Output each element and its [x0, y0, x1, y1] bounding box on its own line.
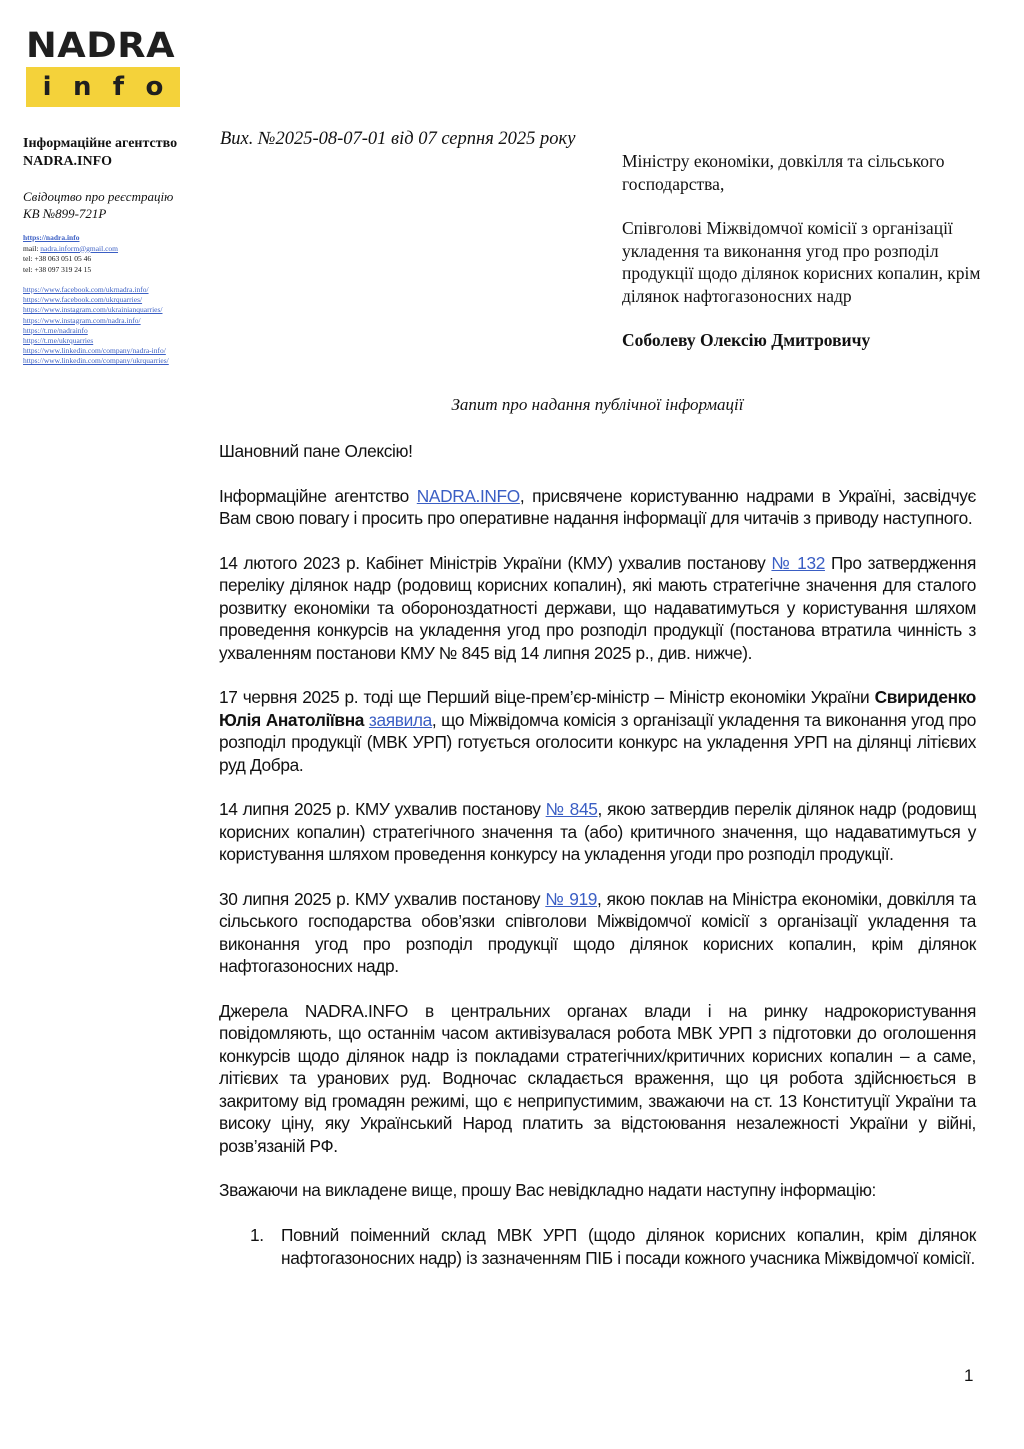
telegram-link-nadrainfo[interactable]: https://t.me/nadrainfo — [23, 325, 88, 335]
list-text: Повний поіменний склад МВК УРП (щодо ділянок корисних копалин, крім ділянок нафтогазоносних надр) із зазначенням ПІБ і посади кожного учасника Міжвідомчої комісії. — [281, 1225, 976, 1268]
page-number: 1 — [964, 1366, 974, 1385]
linkedin-link-nadra[interactable]: https://www.linkedin.com/company/nadra-info/ — [23, 346, 166, 356]
mail-line — [23, 244, 218, 255]
paragraph-resolution-845 — [219, 798, 976, 865]
linkedin-link-ukrquarries[interactable]: https://www.linkedin.com/company/ukrquarries/ — [23, 356, 169, 366]
sender-sidebar — [23, 135, 218, 367]
addressee-title-2: Співголові Міжвідомчої комісії з організації укладення та виконання угод про розподіл продукції щодо ділянок корисних копалин, крім ділянок нафтогазоносних надр — [622, 218, 981, 306]
website-link[interactable]: https://nadra.info — [23, 233, 80, 242]
paragraph-sources: Джерела NADRA.INFO в центральних органах влади і на ринку надрокористування повідомляють, що останнім часом активізувалася робота МВК УРП з підготовки до оголошення конкурсів щодо ділянок надр із покладами стратегічних/критичних корисних копалин – а саме, літієвих та уранових руд. Водночас складається враження, що ця робота здійснюється в закритому від громадян режимі, що є неприпустимим, зважаючи на ст. 13 Конституції України та високу ціну, яку Український Народ платить за відстоювання незалежності України у війні, розв’язаній РФ. — [219, 1001, 976, 1156]
logo-letter: n — [72, 72, 92, 102]
resolution-919-link[interactable]: № 919 — [545, 889, 598, 910]
text: , присвячене користуванню надрами в Україні, засвідчує Вам свою повагу і просить про оперативне надання інформації для читачів з приводу наступного. — [219, 485, 977, 529]
email-link[interactable]: nadra.inform@gmail.com — [40, 243, 119, 253]
instagram-link-nadra[interactable]: https://www.instagram.com/nadra.info/ — [23, 315, 141, 325]
letter-body — [219, 440, 976, 1269]
resolution-132-link[interactable]: № 132 — [771, 553, 825, 573]
resolution-845-link[interactable]: № 845 — [545, 799, 598, 820]
phone-1: tel: +38 063 051 05 46 — [23, 254, 92, 263]
cert-line2: КВ №899-721Р — [23, 206, 107, 221]
paragraph-svyrydenko — [219, 686, 976, 776]
outgoing-number: Вих. №2025-08-07-01 від 07 серпня 2025 року — [220, 129, 576, 149]
list-item — [219, 1224, 976, 1269]
agency-name-line1: Інформаційне агентство — [23, 136, 178, 151]
facebook-link-ukrnadra[interactable]: https://www.facebook.com/ukrnadra.info/ — [23, 285, 149, 294]
text: Про затвердження переліку ділянок надр (родовищ корисних копалин), які мають стратегічне значення для сталого розвитку економіки та обороноздатності держави, що надаватимуться у користування шляхом проведення конкурсів на укладення угод про розподіл продукції (постанова втратила чинність з ухваленням постанови КМУ № 845 від 14 липня 2025 р., див. нижче). — [219, 553, 976, 663]
logo-letter: i — [42, 72, 52, 102]
phone-2: tel: +38 097 319 24 15 — [23, 264, 92, 274]
logo-wordmark: NADRA — [26, 26, 176, 66]
paragraph-intro — [219, 485, 976, 530]
instagram-link-ukrainianquarries[interactable]: https://www.instagram.com/ukrainianquarries/ — [23, 305, 163, 315]
paragraph-resolution-919 — [219, 888, 976, 978]
text: 14 липня 2025 р. КМУ ухвалив постанову — [219, 799, 546, 820]
nadra-info-link[interactable]: NADRA.INFO — [416, 485, 520, 506]
paragraph-resolution-132 — [219, 552, 976, 664]
logo-info-box — [26, 67, 180, 107]
contacts-block — [23, 233, 218, 275]
greeting: Шановний пане Олексію! — [219, 441, 413, 461]
addressee-name: Соболеву Олексію Дмитровичу — [622, 330, 871, 350]
logo-letter: f — [112, 72, 125, 102]
facebook-link-ukrquarries[interactable]: https://www.facebook.com/ukrquarries/ — [23, 295, 143, 305]
list-number: 1. — [250, 1225, 264, 1246]
mail-label: mail: — [23, 243, 41, 253]
text: , якою затвердив перелік ділянок надр (родовищ корисних копалин) стратегічного значення та (або) критичного значення, що надаватимуться у користування шляхом проведення конкурсу на укладення угоди про розподіл продукції. — [219, 799, 976, 865]
request-list — [219, 1224, 976, 1269]
text: 17 червня 2025 р. тоді ще Перший віце-прем’єр-міністр – Міністр економіки України — [219, 687, 875, 708]
text: Інформаційне агентство — [219, 485, 417, 506]
registration-certificate — [23, 188, 218, 222]
logo-letter: o — [145, 72, 164, 102]
statement-link[interactable]: заявила — [368, 709, 432, 730]
agency-name-line2: NADRA.INFO — [23, 154, 113, 169]
addressee-block — [622, 150, 982, 374]
text: 30 липня 2025 р. КМУ ухвалив постанову — [219, 889, 546, 910]
text: , якою поклав на Міністра економіки, довкілля та сільського господарства обов’язки співголови Міжвідомчої комісії з організації укладення та виконання угод про розподіл продукції щодо ділянок корисних копалин, крім ділянок нафтогазоносних надр. — [219, 889, 976, 977]
nadra-info-logo — [26, 28, 182, 107]
text: , що Міжвідомча комісія з організації укладення та виконання угод про розподіл продукції (МВК УРП) готується оголосити конкурс на укладення УРП на ділянці літієвих руд Добра. — [219, 709, 976, 775]
person-name: Свириденко Юлія Анатоліївна — [219, 687, 976, 730]
text: 14 лютого 2023 р. Кабінет Міністрів України (КМУ) ухвалив постанову — [219, 553, 772, 573]
letter-subject: Запит про надання публічної інформації — [451, 395, 744, 414]
cert-line1: Свідоцтво про реєстрацію — [23, 189, 174, 204]
paragraph-request: Зважаючи на викладене вище, прошу Вас невідкладно надати наступну інформацію: — [219, 1180, 877, 1201]
telegram-link-ukrquarries[interactable]: https://t.me/ukrquarries — [23, 336, 94, 346]
agency-name — [23, 135, 218, 171]
social-links — [23, 285, 218, 367]
addressee-title-1: Міністру економіки, довкілля та сільського господарства, — [622, 151, 945, 194]
